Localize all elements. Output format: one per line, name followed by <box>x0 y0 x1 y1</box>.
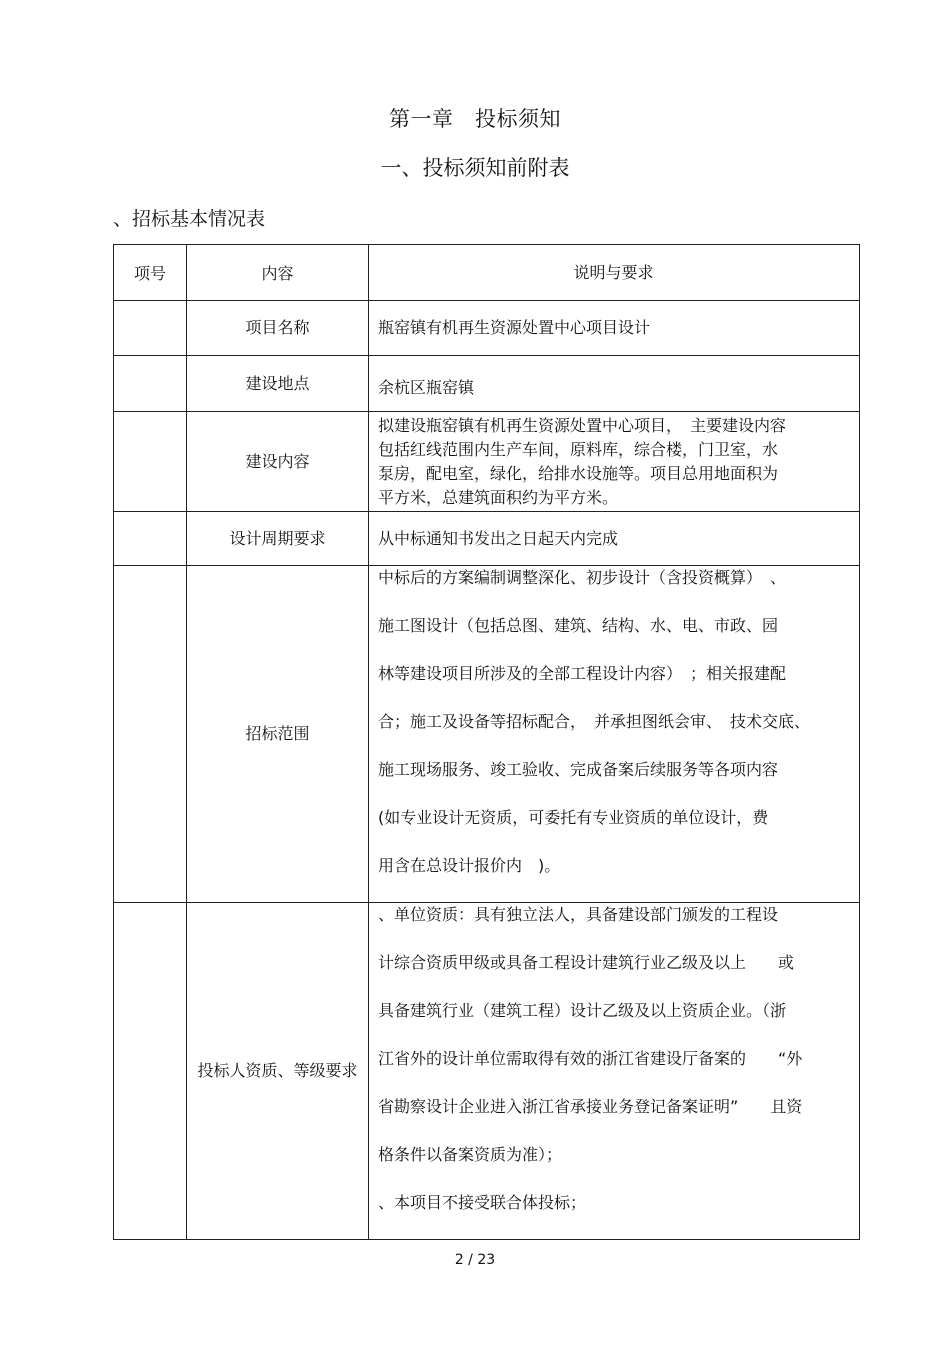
row-no <box>114 566 187 903</box>
desc-line: 用含在总设计报价内 )。 <box>378 856 561 875</box>
desc-line: 、本项目不接受联合体投标； <box>378 1193 587 1212</box>
section-title: 一、投标须知前附表 <box>380 156 570 180</box>
row-no <box>114 512 187 566</box>
row-desc-construction <box>369 412 860 512</box>
page-number: 2 / 23 <box>454 1252 496 1268</box>
chapter-title: 第一章 投标须知 <box>389 107 561 131</box>
row-desc-scope <box>369 566 860 903</box>
row-item-label: 建设地点 <box>245 373 310 393</box>
desc-line: 平方米，总建筑面积约为平方米。 <box>378 487 619 507</box>
row-item-label: 设计周期要求 <box>229 528 326 548</box>
header-desc: 说明与要求 <box>369 245 860 301</box>
desc-line: 格条件以备案资质为准）； <box>378 1145 563 1164</box>
table-row <box>114 356 860 412</box>
desc-line: 省勘察设计企业进入浙江省承接业务登记备案证明” 且资 <box>378 1097 803 1116</box>
desc-line: 江省外的设计单位需取得有效的浙江省建设厅备案的 “外 <box>378 1049 803 1068</box>
desc-line: 泵房，配电室，绿化，给排水设施等。项目总用地面积为 <box>378 463 779 483</box>
desc-line: 施工现场服务、竣工验收、完成备案后续服务等各项内容 <box>378 760 779 779</box>
row-item-label: 投标人资质、等级要求 <box>197 1061 358 1080</box>
row-desc-period: 从中标通知书发出之日起天内完成 <box>369 512 860 566</box>
row-item-project-name <box>187 301 369 356</box>
row-item-qualification <box>187 903 369 1240</box>
header-no: 项号 <box>114 245 187 301</box>
desc-line: (如专业设计无资质，可委托有专业资质的单位设计，费 <box>378 808 769 827</box>
header-item: 内容 <box>187 245 369 301</box>
table-row <box>114 903 860 1240</box>
row-desc-location: 余杭区瓶窑镇 <box>369 356 860 412</box>
row-no <box>114 903 187 1240</box>
subsection-title: 、招标基本情况表 <box>113 208 266 230</box>
row-desc-qualification <box>369 903 860 1240</box>
row-item-scope <box>187 566 369 903</box>
desc-line: 中标后的方案编制调整深化、初步设计（含投资概算） 、 <box>378 568 787 587</box>
row-item-label: 项目名称 <box>245 318 310 337</box>
desc-line: 、单位资质：具有独立法人，具备建设部门颁发的工程设 <box>378 905 779 924</box>
row-no <box>114 301 187 356</box>
bid-info-table <box>113 244 860 1240</box>
table-row <box>114 566 860 903</box>
table-row <box>114 412 860 512</box>
desc-line: 林等建设项目所涉及的全部工程设计内容） ；相关报建配 <box>378 664 787 683</box>
table-row <box>114 301 860 356</box>
row-desc-project-name: 瓶窑镇有机再生资源处置中心项目设计 <box>369 301 860 356</box>
desc-line: 包括红线范围内生产车间，原料库，综合楼，门卫室，水 <box>378 439 779 459</box>
table-row <box>114 512 860 566</box>
row-item-period <box>187 512 369 566</box>
row-item-location <box>187 356 369 412</box>
desc-line: 合；施工及设备等招标配合， 并承担图纸会审、 技术交底、 <box>378 712 811 731</box>
row-item-label: 建设内容 <box>245 451 310 471</box>
row-no <box>114 412 187 512</box>
table-header-row <box>114 245 860 301</box>
row-no <box>114 356 187 412</box>
row-item-construction <box>187 412 369 512</box>
row-item-label: 招标范围 <box>245 724 310 743</box>
desc-line: 拟建设瓶窑镇有机再生资源处置中心项目， 主要建设内容 <box>378 415 787 435</box>
desc-line: 施工图设计（包括总图、建筑、结构、水、电、市政、园 <box>378 616 779 635</box>
desc-line: 计综合资质甲级或具备工程设计建筑行业乙级及以上 或 <box>378 953 795 972</box>
desc-line: 具备建筑行业（建筑工程）设计乙级及以上资质企业。（浙 <box>378 1001 787 1020</box>
